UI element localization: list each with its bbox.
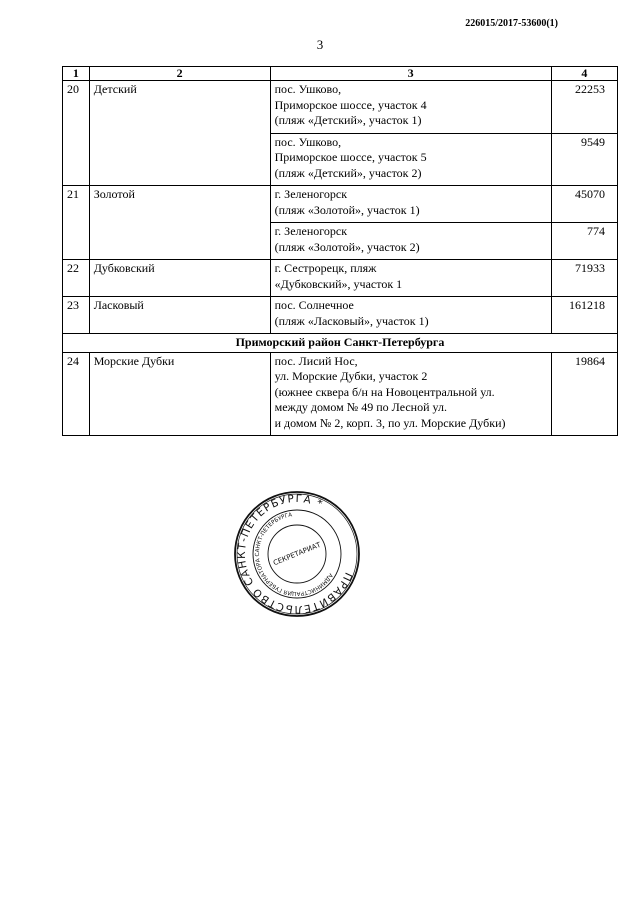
column-header: 1 xyxy=(63,67,90,81)
area-value: 19864 xyxy=(551,352,617,436)
location-cell xyxy=(270,260,551,297)
beach-name: Ласковый xyxy=(89,297,270,334)
location-cell xyxy=(270,352,551,436)
column-header: 4 xyxy=(551,67,617,81)
location-line: г. Зеленогорск xyxy=(274,187,348,201)
page-number: 3 xyxy=(316,37,324,52)
location-line: между домом № 49 по Лесной ул. xyxy=(274,400,447,414)
location-line: (пляж «Золотой», участок 2) xyxy=(274,239,420,254)
area-value: 22253 xyxy=(551,81,617,134)
column-header: 2 xyxy=(89,67,270,81)
svg-text:СЕКРЕТАРИАТ: СЕКРЕТАРИАТ xyxy=(272,540,322,568)
location-line: (пляж «Детский», участок 2) xyxy=(274,165,422,180)
location-line: «Дубковский», участок 1 xyxy=(274,276,403,291)
row-number: 24 xyxy=(63,352,90,436)
table-row xyxy=(63,297,618,334)
table-row xyxy=(63,352,618,436)
location-line: (южнее сквера б/н на Новоцентральной ул. xyxy=(274,384,495,399)
row-number: 20 xyxy=(63,81,90,186)
beach-name: Морские Дубки xyxy=(89,352,270,436)
beach-name: Золотой xyxy=(89,186,270,260)
table-row xyxy=(63,260,618,297)
beaches-table xyxy=(62,66,618,436)
location-line: пос. Солнечное xyxy=(274,298,354,312)
location-cell xyxy=(270,81,551,134)
location-line: (пляж «Детский», участок 1) xyxy=(274,113,422,127)
location-line: (пляж «Ласковый», участок 1) xyxy=(274,313,429,328)
area-value: 774 xyxy=(551,223,617,260)
location-cell xyxy=(270,297,551,334)
area-value: 71933 xyxy=(551,260,617,297)
table-body xyxy=(63,81,618,436)
location-line: г. Зеленогорск xyxy=(274,224,348,238)
region-heading-row xyxy=(63,334,618,353)
svg-text:АДМИНИСТРАЦИЯ ГУБЕРНАТОРА САНК: АДМИНИСТРАЦИЯ ГУБЕРНАТОРА САНКТ-ПЕТЕРБУРГА xyxy=(254,512,334,597)
table-header-row xyxy=(63,67,618,81)
svg-text:ПРАВИТЕЛЬСТВО САНКТ-ПЕТЕРБУРГА: ПРАВИТЕЛЬСТВО САНКТ-ПЕТЕРБУРГА * xyxy=(235,492,355,616)
location-line: г. Сестрорецк, пляж xyxy=(274,261,377,275)
row-number: 21 xyxy=(63,186,90,260)
location-cell xyxy=(270,223,551,260)
location-line: и домом № 2, корп. 3, по ул. Морские Дубки) xyxy=(274,415,506,430)
location-cell xyxy=(270,133,551,186)
row-number: 22 xyxy=(63,260,90,297)
area-value: 9549 xyxy=(551,133,617,186)
document-id: 226015/2017-53600(1) xyxy=(465,18,558,29)
beach-name: Дубковский xyxy=(89,260,270,297)
location-line: пос. Лисий Нос, xyxy=(274,353,358,368)
location-line: пос. Ушково, xyxy=(274,82,342,96)
location-line: Приморское шоссе, участок 4 xyxy=(274,97,427,112)
location-line: ул. Морские Дубки, участок 2 xyxy=(274,369,428,383)
secretariat-seal xyxy=(233,490,361,618)
column-header: 3 xyxy=(270,67,551,81)
location-line: Приморское шоссе, участок 5 xyxy=(274,150,427,164)
beach-name: Детский xyxy=(89,81,270,186)
location-line: (пляж «Золотой», участок 1) xyxy=(274,202,420,217)
region-heading: Приморский район Санкт-Петербурга xyxy=(63,334,618,353)
table-row xyxy=(63,186,618,223)
location-cell xyxy=(270,186,551,223)
location-line: пос. Ушково, xyxy=(274,134,342,149)
row-number: 23 xyxy=(63,297,90,334)
table-row xyxy=(63,81,618,134)
area-value: 161218 xyxy=(551,297,617,334)
area-value: 45070 xyxy=(551,186,617,223)
